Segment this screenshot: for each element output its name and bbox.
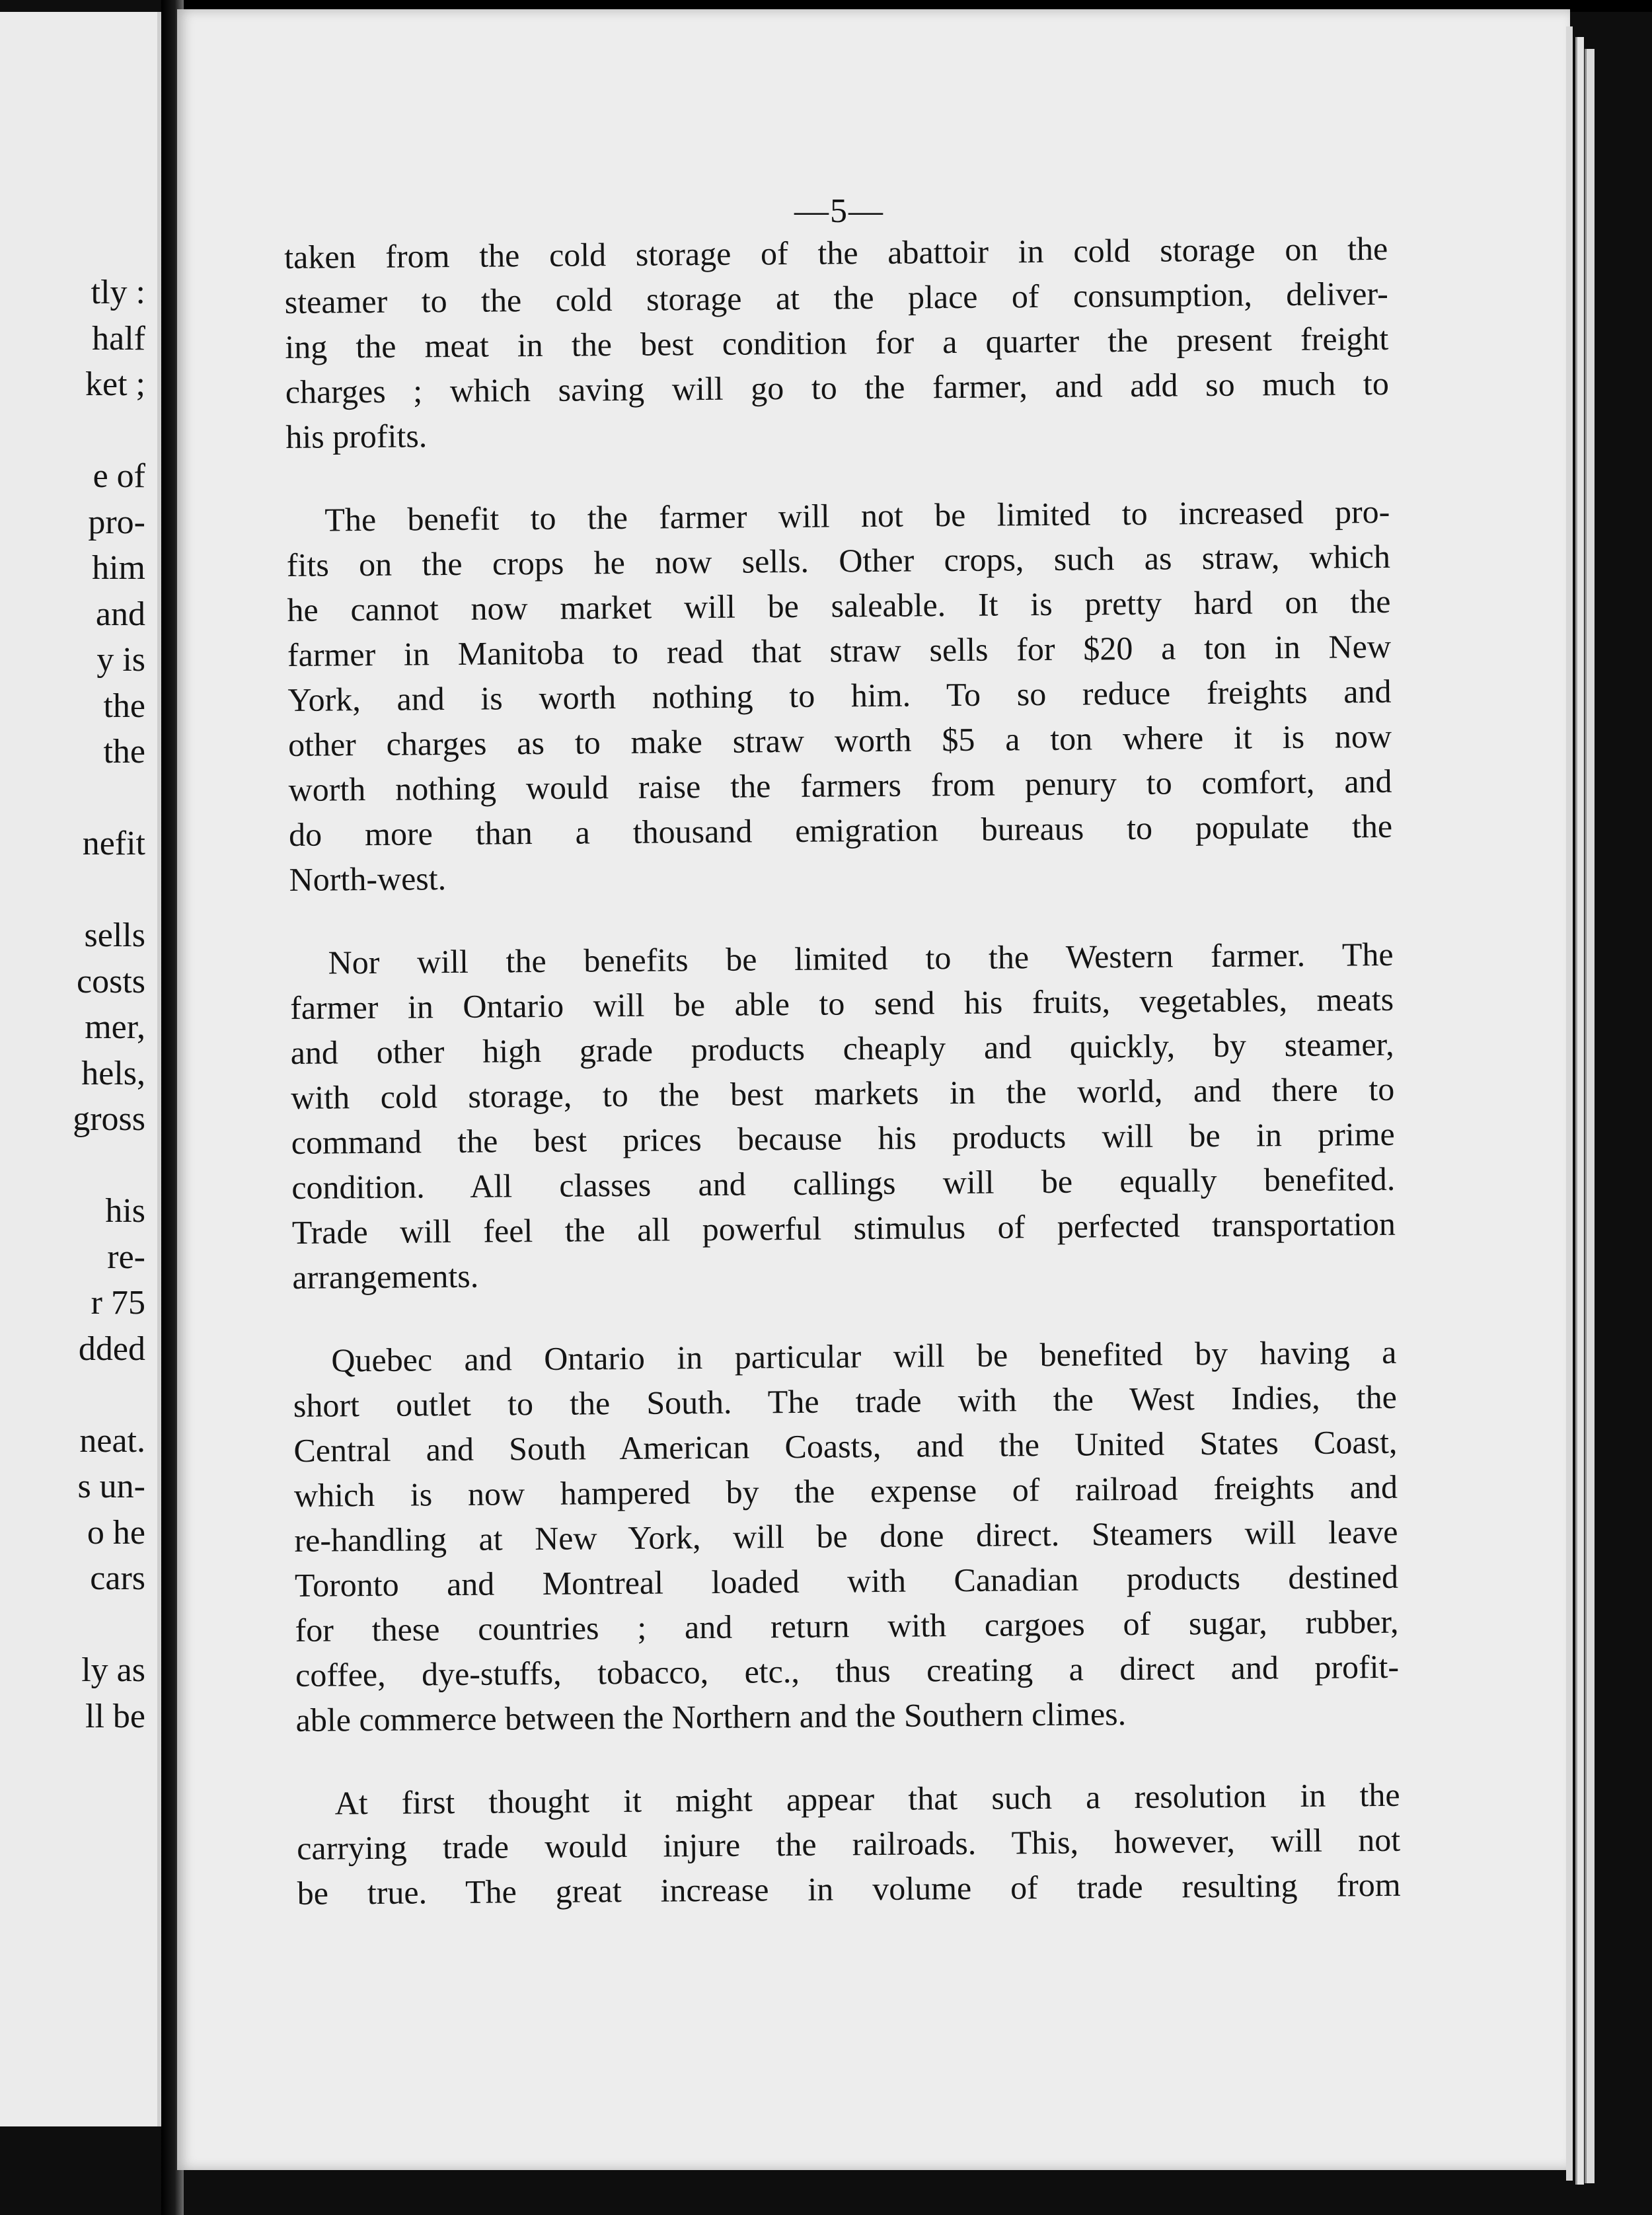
page-edge bbox=[1575, 37, 1584, 2185]
text-line: command the best prices because his products will be in prime bbox=[291, 1115, 1395, 1161]
facing-page-text-fragment: hels, bbox=[81, 1054, 145, 1092]
facing-page-text-fragment: r 75 bbox=[91, 1284, 145, 1322]
text-line: other charges as to make straw worth $5 a ton where it is now bbox=[287, 717, 1392, 763]
text-line: re-handling at New York, will be done direct. Steamers will leave bbox=[294, 1513, 1398, 1559]
facing-page-text-fragment: cars bbox=[90, 1559, 145, 1597]
facing-page-text-fragment: e of bbox=[93, 457, 145, 495]
facing-page-text-fragment: him bbox=[92, 549, 145, 587]
facing-page-text-fragment: half bbox=[92, 319, 145, 357]
facing-page-text-fragment: neat. bbox=[79, 1421, 145, 1460]
text-line: farmer in Manitoba to read that straw sells for $20 a ton in New bbox=[287, 627, 1392, 673]
text-line: Central and South American Coasts, and the United States Coast, bbox=[293, 1423, 1398, 1469]
text-line: York, and is worth nothing to him. To so reduce freights and bbox=[287, 672, 1392, 718]
facing-page-text-fragment: his bbox=[105, 1192, 145, 1230]
facing-page-text-fragment: o he bbox=[87, 1513, 145, 1552]
text-line: with cold storage, to the best markets in the world, and there to bbox=[291, 1070, 1395, 1116]
facing-page-text-fragment: ly as bbox=[81, 1651, 145, 1689]
paragraph bbox=[296, 1772, 1401, 1916]
facing-page-text-fragment: ket ; bbox=[85, 365, 145, 403]
text-line: ing the meat in the best condition for a quarter the present freight bbox=[285, 319, 1389, 365]
facing-page-text-fragment: gross bbox=[73, 1100, 145, 1138]
facing-page-text-fragment: ll be bbox=[85, 1697, 145, 1735]
body-text bbox=[284, 226, 1401, 1916]
facing-page-text-fragment: dded bbox=[78, 1330, 145, 1368]
text-line: do more than a thousand emigration bureaus to populate the bbox=[288, 807, 1393, 853]
text-line: North-west. bbox=[289, 860, 447, 898]
facing-page-text-fragment: re- bbox=[107, 1238, 145, 1276]
paragraph bbox=[289, 932, 1396, 1300]
text-line: charges ; which saving will go to the farmer, and add so much to bbox=[285, 364, 1390, 410]
text-line: The benefit to the farmer will not be limited to increased pro- bbox=[324, 492, 1390, 539]
text-line: worth nothing would raise the farmers from penury to comfort, and bbox=[288, 762, 1392, 808]
text-line: Nor will the benefits be limited to the Western farmer. The bbox=[328, 935, 1394, 981]
text-line: his profits. bbox=[285, 417, 428, 455]
text-line: be true. The great increase in volume of trade resulting from bbox=[297, 1865, 1401, 1912]
facing-page-text-fragment: the bbox=[103, 733, 145, 770]
paragraph bbox=[293, 1330, 1400, 1743]
text-line: Quebec and Ontario in particular will be benefited by having a bbox=[331, 1333, 1397, 1379]
facing-page-fragment bbox=[0, 12, 161, 2126]
page-edge bbox=[1566, 26, 1573, 2181]
text-line: able commerce between the Northern and the Southern climes. bbox=[295, 1695, 1127, 1739]
text-line: At first thought it might appear that such a resolution in the bbox=[334, 1776, 1400, 1822]
text-line: steamer to the cold storage at the place of consumption, deliver- bbox=[284, 274, 1388, 320]
facing-page-text-fragment: pro- bbox=[88, 503, 145, 541]
facing-page-text-fragment: tly : bbox=[91, 274, 145, 311]
text-line: and other high grade products cheaply and quickly, by steamer, bbox=[290, 1025, 1394, 1071]
text-line: fits on the crops he now sells. Other crops, such as straw, which bbox=[286, 537, 1391, 583]
page-number: —5— bbox=[794, 192, 884, 230]
facing-page-text-fragment: s un- bbox=[77, 1468, 145, 1505]
facing-page-text-fragment: and bbox=[95, 595, 145, 633]
text-line: short outlet to the South. The trade with the West Indies, the bbox=[293, 1378, 1398, 1424]
text-line: he cannot now market will be saleable. It is pretty hard on the bbox=[287, 582, 1391, 628]
text-line: carrying trade would injure the railroads. This, however, will not bbox=[296, 1821, 1401, 1867]
facing-page-text-fragment: nefit bbox=[82, 825, 145, 862]
page-edge bbox=[1585, 49, 1595, 2183]
text-line: farmer in Ontario will be able to send his fruits, vegetables, meats bbox=[289, 980, 1394, 1026]
facing-page-text-fragment: costs bbox=[77, 962, 145, 1000]
text-line: taken from the cold storage of the abattoir in cold storage on the bbox=[284, 229, 1388, 276]
paragraph bbox=[284, 226, 1390, 459]
text-line: coffee, dye-stuffs, tobacco, etc., thus creating a direct and profit- bbox=[295, 1647, 1400, 1694]
text-line: for these countries ; and return with cargoes of sugar, rubber, bbox=[295, 1602, 1399, 1649]
text-line: Toronto and Montreal loaded with Canadian products destined bbox=[294, 1558, 1399, 1604]
text-line: arrangements. bbox=[292, 1257, 479, 1296]
text-line: which is now hampered by the expense of railroad freights and bbox=[293, 1468, 1398, 1514]
paragraph bbox=[286, 489, 1393, 902]
facing-page-text-fragment: the bbox=[103, 687, 145, 725]
text-line: condition. All classes and callings will be equally benefited. bbox=[291, 1160, 1396, 1206]
text-line: Trade will feel the all powerful stimulus of perfected transportation bbox=[291, 1205, 1396, 1251]
facing-page-text-fragment: mer, bbox=[85, 1008, 145, 1046]
facing-page-text-fragment: sells bbox=[84, 917, 145, 954]
facing-page-text-fragment: y is bbox=[96, 641, 145, 679]
